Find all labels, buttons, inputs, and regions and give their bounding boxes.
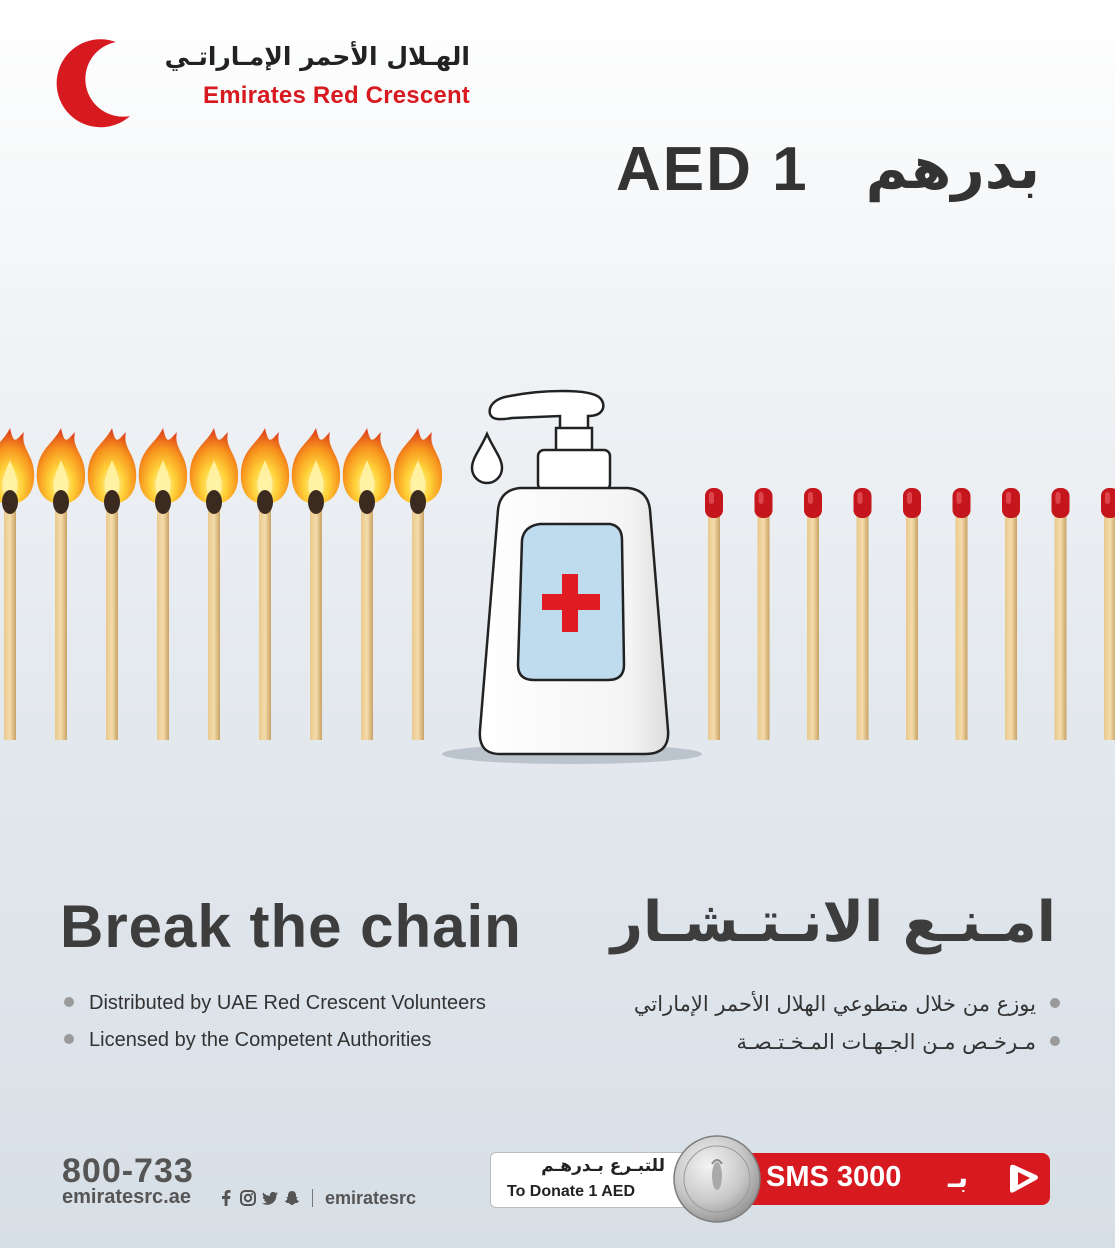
burning-match bbox=[37, 428, 85, 740]
unlit-match bbox=[953, 488, 971, 740]
burning-match bbox=[292, 428, 340, 740]
logo-english-name: Emirates Red Crescent bbox=[203, 82, 470, 109]
website-link[interactable]: emiratesrc.ae bbox=[62, 1186, 191, 1208]
price-heading bbox=[560, 130, 1040, 220]
arrow-icon bbox=[1004, 1160, 1042, 1198]
unlit-match bbox=[1101, 488, 1115, 740]
donate-label-box bbox=[490, 1152, 692, 1208]
unlit-match bbox=[705, 488, 723, 740]
sms-arabic: بـ bbox=[948, 1161, 969, 1194]
bullet-list-arabic bbox=[560, 990, 1060, 1066]
water-drop-icon bbox=[472, 434, 502, 483]
donate-arabic: للتبـرع بـدرهـم bbox=[541, 1156, 665, 1176]
burning-match bbox=[0, 428, 34, 740]
unlit-match bbox=[804, 488, 822, 740]
headline-english: Break the chain bbox=[60, 893, 522, 960]
list-item: Licensed by the Competent Authorities bbox=[64, 1027, 544, 1064]
sms-donate-button[interactable] bbox=[752, 1153, 1050, 1205]
burning-match bbox=[88, 428, 136, 740]
list-item: Distributed by UAE Red Crescent Volunteers bbox=[64, 990, 544, 1027]
sms-number: SMS 3000 bbox=[766, 1161, 902, 1193]
instagram-icon[interactable] bbox=[240, 1190, 256, 1206]
list-item: مـرخـص مـن الجـهـات المـخـتـصـة bbox=[560, 1028, 1060, 1066]
unlit-matches bbox=[705, 488, 1115, 740]
bullet-list-english bbox=[64, 990, 544, 1064]
logo bbox=[50, 36, 470, 131]
snapchat-icon[interactable] bbox=[284, 1190, 300, 1206]
unlit-match bbox=[755, 488, 773, 740]
unlit-match bbox=[903, 488, 921, 740]
burning-match bbox=[139, 428, 187, 740]
burning-match bbox=[394, 428, 442, 740]
burning-match bbox=[343, 428, 391, 740]
sanitizer-bottle bbox=[480, 391, 668, 754]
phone-number[interactable]: 800-733 bbox=[62, 1152, 194, 1190]
burning-matches bbox=[0, 428, 442, 740]
illustration bbox=[0, 380, 1115, 780]
price-english: AED 1 bbox=[616, 135, 809, 204]
unlit-match bbox=[1002, 488, 1020, 740]
unlit-match bbox=[1052, 488, 1070, 740]
bullet-dot-icon bbox=[1050, 998, 1060, 1008]
logo-arabic-name: الهـلال الأحمر الإمـاراتـي bbox=[164, 42, 470, 71]
burning-match bbox=[241, 428, 289, 740]
donate-english: To Donate 1 AED bbox=[507, 1183, 636, 1200]
burning-match bbox=[190, 428, 238, 740]
price-arabic: بدرهم bbox=[865, 134, 1040, 202]
bullet-dot-icon bbox=[1050, 1036, 1060, 1046]
bullet-dot-icon bbox=[64, 1034, 74, 1044]
unlit-match bbox=[854, 488, 872, 740]
social-handle[interactable]: emiratesrc bbox=[325, 1187, 417, 1208]
uae-dirham-coin-icon bbox=[672, 1134, 762, 1224]
list-item: يوزع من خلال متطوعي الهلال الأحمر الإماراتي bbox=[560, 990, 1060, 1028]
social-links bbox=[218, 1186, 416, 1210]
facebook-icon[interactable] bbox=[218, 1190, 234, 1206]
headline-arabic: امـنـع الانـتـشـار bbox=[610, 890, 1056, 955]
crescent-icon bbox=[50, 36, 136, 128]
divider bbox=[312, 1189, 313, 1207]
twitter-icon[interactable] bbox=[262, 1190, 278, 1206]
bullet-dot-icon bbox=[64, 997, 74, 1007]
